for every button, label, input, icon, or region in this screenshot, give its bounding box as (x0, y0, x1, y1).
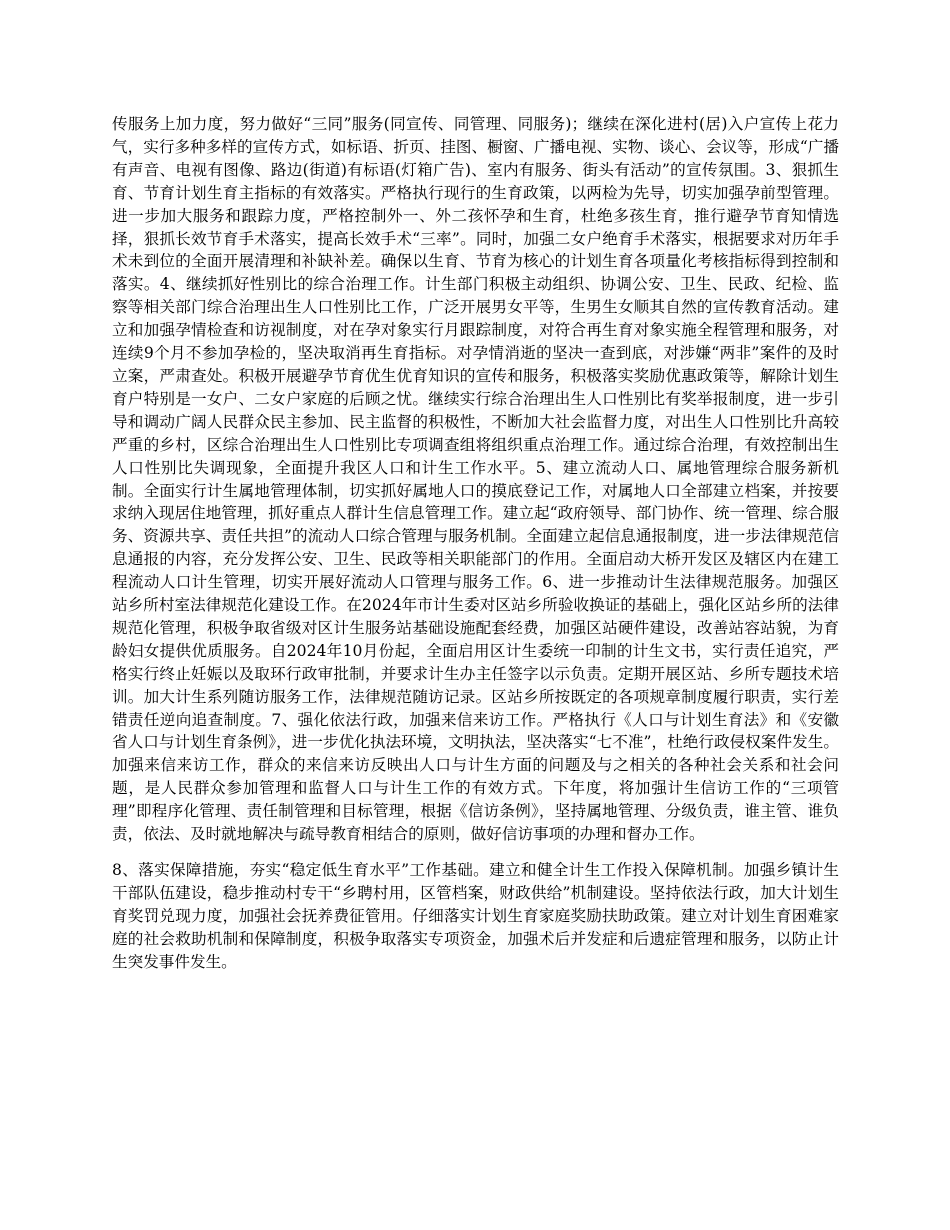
paragraph-1: 传服务上加力度，努力做好“三同”服务(同宣传、同管理、同服务)；继续在深化进村(居)入户宣传上花力气，实行多种多样的宣传方式，如标语、折页、挂图、橱窗、广播电视、实物、谈心、会议等，形成“广播有声音、电视有图像、路边(街道)有标语(灯箱广告)、室内有服务、街头有活动”的宣传氛围。3、狠抓生育、节育计划生育主指标的有效落实。严格执行现行的生育政策，以两检为先导，切实加强孕前型管理。进一步加大服务和跟踪力度，严格控制外一、外二孩怀孕和生育，杜绝多孩生育，推行避孕节育知情选择，狠抓长效节育手术落实，提高长效手术“三率”。同时，加强二女户绝育手术落实，根据要求对历年手术未到位的全面开展清理和补缺补差。确保以生育、节育为核心的计划生育各项量化考核指标得到控制和落实。4、继续抓好性别比的综合治理工作。计生部门积极主动组织、协调公安、卫生、民政、纪检、监察等相关部门综合治理出生人口性别比工作，广泛开展男女平等，生男生女顺其自然的宣传教育活动。建立和加强孕情检查和访视制度，对在孕对象实行月跟踪制度，对符合再生育对象实施全程管理和服务，对连续9个月不参加孕检的，坚决取消再生育指标。对孕情消逝的坚决一查到底，对涉嫌“两非”案件的及时立案，严肃查处。积极开展避孕节育优生优育知识的宣传和服务，积极落实奖励优惠政策等，解除计划生育户特别是一女户、二女户家庭的后顾之忧。继续实行综合治理出生人口性别比有奖举报制度，进一步引导和调动广阔人民群众民主参加、民主监督的积极性，不断加大社会监督力度，对出生人口性别比升高较严重的乡村，区综合治理出生人口性别比专项调查组将组织重点治理工作。通过综合治理，有效控制出生人口性别比失调现象，全面提升我区人口和计生工作水平。5、建立流动人口、属地管理综合服务新机制。全面实行计生属地管理体制，切实抓好属地人口的摸底登记工作，对属地人口全部建立档案，并按要求纳入现居住地管理，抓好重点人群计生信息管理工作。建立起“政府领导、部门协作、统一管理、综合服务、资源共享、责任共担”的流动人口综合管理与服务机制。全面建立起信息通报制度，进一步法律规范信息通报的内容，充分发挥公安、卫生、民政等相关职能部门的作用。全面启动大桥开发区及辖区内在建工程流动人口计生管理，切实开展好流动人口管理与服务工作。6、进一步推动计生法律规范服务。加强区站乡所村室法律规范化建设工作。在2024年市计生委对区站乡所验收换证的基础上，强化区站乡所的法律规范化管理，积极争取省级对区计生服务站基础设施配套经费，加强区站硬件建设，改善站容站貌，为育龄妇女提供优质服务。自2024年10月份起，全面启用区计生委统一印制的计生文书，实行责任追究，严格实行终止妊娠以及取环行政审批制，并要求计生办主任签字以示负责。定期开展区站、乡所专题技术培训。加大计生系列随访服务工作，法律规范随访记录。区站乡所按既定的各项规章制度履行职责，实行差错责任逆向追查制度。7、强化依法行政，加强来信来访工作。严格执行《人口与计划生育法》和《安徽省人口与计划生育条例》，进一步优化执法环境，文明执法，坚决落实“七不准”，杜绝行政侵权案件发生。加强来信来访工作，群众的来信来访反映出人口与计生方面的问题及与之相关的各种社会关系和社会问题，是人民群众参加管理和监督人口与计生工作的有效方式。下年度，将加强计生信访工作的“三项管理”即程序化管理、责任制管理和目标管理，根据《信访条例》，坚持属地管理、分级负责，谁主管、谁负责，依法、及时就地解决与疏导教育相结合的原则，做好信访事项的办理和督办工作。 (112, 115, 839, 844)
paragraph-2: 8、落实保障措施，夯实“稳定低生育水平”工作基础。建立和健全计生工作投入保障机制。加强乡镇计生干部队伍建设，稳步推动村专干“乡聘村用，区管档案，财政供给”机制建设。坚持依法行政，加大计划生育奖罚兑现力度，加强社会抚养费征管用。仔细落实计划生育家庭奖励扶助政策。建立对计划生育困难家庭的社会救助机制和保障制度，积极争取落实专项资金，加强术后并发症和后遗症管理和服务，以防止计生突发事件发生。 (112, 861, 839, 971)
document-body (112, 113, 839, 974)
